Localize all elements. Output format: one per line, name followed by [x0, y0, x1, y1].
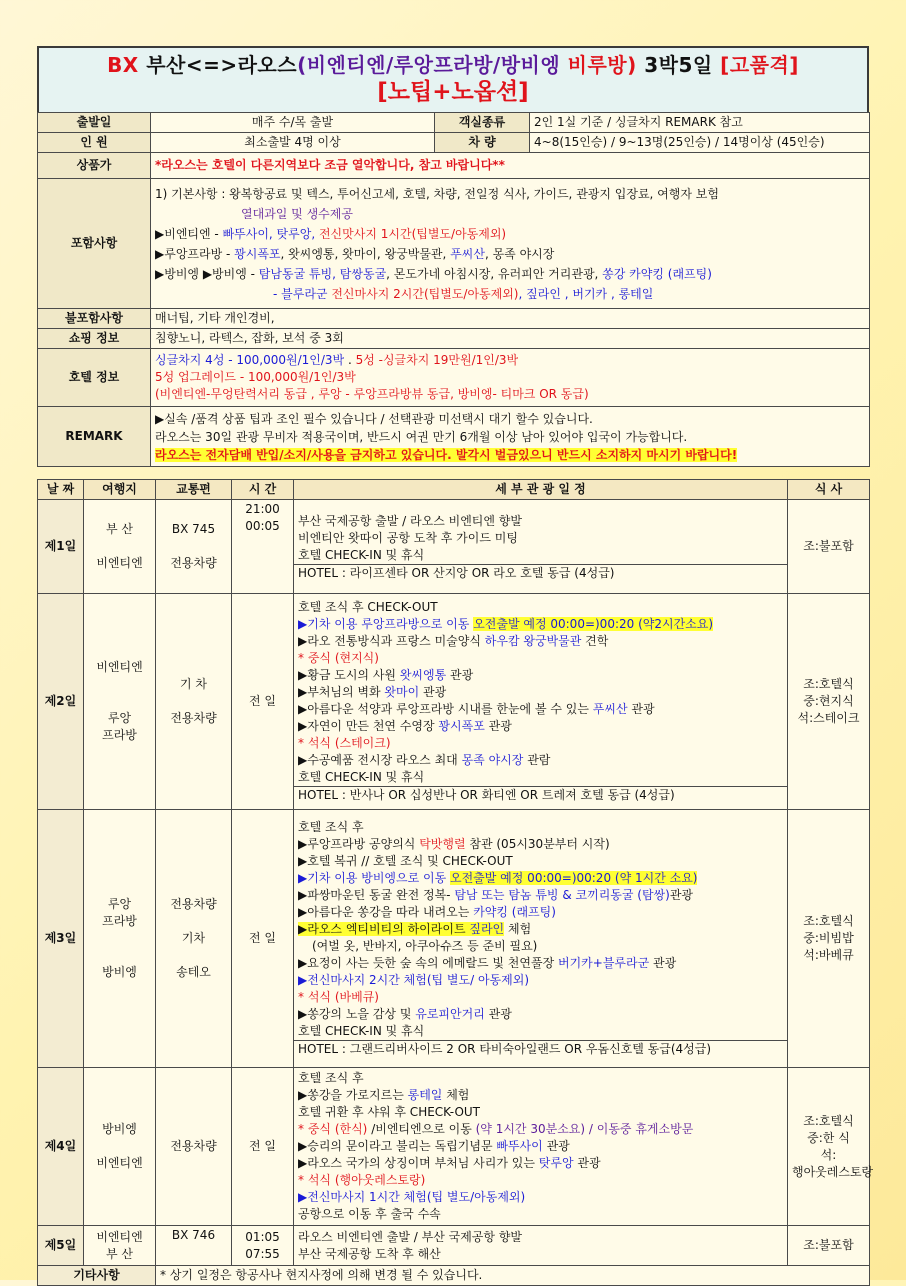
- day-2-transport: 기 차 전용차량: [156, 594, 232, 810]
- etc-label: 기타사항: [38, 1266, 156, 1286]
- schedule-table: [37, 479, 874, 1286]
- day-3-place: 루앙 프라방 방비엥: [84, 810, 156, 1068]
- day-1-time: 21:00 00:05: [232, 500, 294, 594]
- included-fruit: 열대과일 및 생수제공: [241, 206, 353, 221]
- remark-label: REMARK: [38, 407, 151, 467]
- day-4-time: 전 일: [232, 1068, 294, 1226]
- day-4-row: [38, 1068, 870, 1226]
- product-label: 상품가: [38, 153, 151, 179]
- included-vientiane: ▶비엔티엔 - 빠뚜사이, 탓루앙, 전신맛사지 1시간(팁별도/아동제외): [155, 226, 507, 241]
- day-5-place: 비엔티엔 부 산: [84, 1226, 156, 1266]
- day-4-label: 제4일: [38, 1068, 84, 1226]
- people-value: 최소출발 4명 이상: [151, 133, 435, 153]
- header-place: 여행지: [84, 480, 156, 500]
- title-airline: BX: [107, 53, 139, 77]
- day-3-meal: 조:호텔식 중:비빔밥 석:바베큐: [788, 810, 870, 1068]
- excluded-label: 불포함사항: [38, 309, 151, 329]
- header-details: 세 부 관 광 일 정: [294, 480, 788, 500]
- title-nights: 3박5일: [644, 53, 713, 77]
- remark-info: [151, 407, 870, 467]
- remark-line-2: 라오스는 30일 관광 무비자 적용국이며, 반드시 여권 만기 6개월 이상 남아 있어야 입국이 가능합니다.: [155, 429, 688, 444]
- hotel-equivalents: (비엔티엔-무엉탄력서리 동급 , 루앙 - 루앙프라방뷰 동급, 방비엥- 티마크 OR 동급): [155, 387, 589, 401]
- day-4-place: 방비엥 비엔티엔: [84, 1068, 156, 1226]
- header-time: 시 간: [232, 480, 294, 500]
- header-transport: 교통편: [156, 480, 232, 500]
- included-basic: 1) 기본사항 : 왕복항공료 및 텍스, 투어신고세, 호텔, 차량, 전일정 식사, 가이드, 관광지 입장료, 여행자 보험: [155, 186, 719, 201]
- day-5-label: 제5일: [38, 1226, 84, 1266]
- car-value: 4~8(15인승) / 9~13명(25인승) / 14명이상 (45인승): [530, 133, 870, 153]
- day-4-transport: 전용차량: [156, 1068, 232, 1226]
- day-2-details: 호텔 조식 후 CHECK-OUT ▶기차 이용 루앙프라방으로 이동 오전출발 예정 00:00=)00:20 (약2시간소요) ▶라오 전통방식과 프랑스 미술양식 하우캄 왕궁박물관 견학 * 중식 (현지식) ▶황금 도시의 사원 왓씨엥통 관광 ▶부처님의 벽화 왓마이 관광 ▶아름다운 석양과 루앙프라방 시내를 한눈에 볼 수 있는 푸씨산 관광 ▶자연이 만든 천연 수영장 꽝시폭포 관광 * 석식 (스테이크) ▶수공예품 전시장 라오스 최대 몽족 야시장 관람 호텔 CHECK-IN 및 휴식 HOTEL : 반사나 OR 십성반나 OR 화티엔 OR 트레져 호텔 동급 (4성급): [294, 594, 788, 810]
- day-1-label: 제1일: [38, 500, 84, 594]
- product-note: *라오스는 호텔이 다른지역보다 조금 열악합니다, 참고 바랍니다**: [155, 158, 505, 172]
- title-cities: (비엔티엔/루앙프라방/방비엥: [297, 53, 561, 77]
- day-5-details: 라오스 비엔티엔 출발 / 부산 국제공항 향발 부산 국제공항 도착 후 해산: [294, 1226, 788, 1266]
- hotel-single-charge: 싱글차지 4성 - 100,000원/1인/3박 . 5성 -싱글차지 19만원/1인/3박: [155, 353, 519, 367]
- day-2-meal: 조:호텔식 중:현지식 석:스테이크: [788, 594, 870, 810]
- depart-label: 출발일: [38, 113, 151, 133]
- title-nonstop: 비루방): [567, 53, 637, 77]
- day-2-hotel: HOTEL : 반사나 OR 십성반나 OR 화티엔 OR 트레져 호텔 동급 (4성급): [294, 786, 787, 804]
- day-1-details: 부산 국제공항 출발 / 라오스 비엔티엔 향발 비엔티안 왓따이 공항 도착 후 가이드 미팅 호텔 CHECK-IN 및 휴식 HOTEL : 라이프센타 OR 산지앙 OR 라오 호텔 동급 (4성급): [294, 500, 788, 594]
- included-luangprabang: ▶루앙프라방 - 꽝시폭포, 왓씨엥통, 왓마이, 왕궁박물관, 푸씨산, 몽족 야시장: [155, 246, 555, 261]
- day-1-transport: BX 745 전용차량: [156, 500, 232, 594]
- included-label: 포함사항: [38, 179, 151, 309]
- day-3-label: 제3일: [38, 810, 84, 1068]
- people-label: 인 원: [38, 133, 151, 153]
- shopping-value: 침향노니, 라텍스, 잡화, 보석 중 3회: [151, 329, 870, 349]
- day-3-row: [38, 810, 870, 1068]
- day-2-place: 비엔티엔 루앙 프라방: [84, 594, 156, 810]
- title-route: 부산<=>라오스: [146, 53, 298, 77]
- depart-value: 매주 수/목 출발: [151, 113, 435, 133]
- included-vangvieng: ▶방비엥 ▶방비엥 - 탐남동굴 튜빙, 탐쌍동굴, 몬도가네 아침시장, 유러피안 거리관광, 쏭강 카약킹 (래프팅): [155, 266, 712, 281]
- day-4-details: 호텔 조식 후 ▶쏭강을 가로지르는 롱테일 체험 호텔 귀환 후 샤워 후 CHECK-OUT * 중식 (한식) /비엔티엔으로 이동 (약 1시간 30분소요) / 이동중 휴게소방문 ▶승리의 문이라고 불리는 독립기념문 빠뚜사이 관광 ▶라오스 국가의 상징이며 부처님 사리가 있는 탓루앙 관광 * 석식 (행아웃레스토랑) ▶전신마사지 1시간 체험(팁 별도/아동제외) 공항으로 이동 후 출국 수속: [294, 1068, 788, 1226]
- shopping-label: 쇼핑 정보: [38, 329, 151, 349]
- hotel-label: 호텔 정보: [38, 349, 151, 407]
- info-table: [37, 112, 870, 467]
- title-line-1: [39, 52, 867, 78]
- header-meal: 식 사: [788, 480, 870, 500]
- day-1-place: 부 산 비엔티엔: [84, 500, 156, 594]
- day-5-meal: 조:불포함: [788, 1226, 870, 1266]
- day-5-time: 01:05 07:55: [232, 1226, 294, 1266]
- day-3-hotel: HOTEL : 그랜드리버사이드 2 OR 타비숙아일랜드 OR 우돔신호텔 동급(4성급): [294, 1040, 787, 1058]
- day-2-time: 전 일: [232, 594, 294, 810]
- room-label: 객실종류: [435, 113, 530, 133]
- etc-value: * 상기 일정은 항공사나 현지사정에 의해 변경 될 수 있습니다.: [156, 1266, 870, 1286]
- etc-row: [38, 1266, 870, 1286]
- day-3-time: 전 일: [232, 810, 294, 1068]
- title-line-2: [노팁+노옵션]: [377, 79, 529, 105]
- day-5-row: [38, 1226, 870, 1266]
- hotel-upgrade: 5성 업그레이드 - 100,000원/1인/3박: [155, 370, 356, 384]
- day-4-meal: 조:호텔식 중:한 식 석: 행아웃레스토랑: [788, 1068, 870, 1226]
- included-list: [151, 179, 870, 309]
- day-1-hotel: HOTEL : 라이프센타 OR 산지앙 OR 라오 호텔 동급 (4성급): [294, 564, 787, 582]
- day-5-transport: BX 746: [156, 1226, 232, 1266]
- title-banner: [37, 46, 869, 112]
- title-premium: [고품격]: [720, 53, 799, 77]
- header-date: 날 짜: [38, 480, 84, 500]
- room-value: 2인 1실 기준 / 싱글차지 REMARK 참고: [530, 113, 870, 133]
- car-label: 차 량: [435, 133, 530, 153]
- day-2-row: [38, 594, 870, 810]
- included-vangvieng-2: - 블루라군 전신마사지 2시간(팁별도/아동제외), 짚라인 , 버기카 , 롱테일: [273, 286, 654, 301]
- hotel-info: [151, 349, 870, 407]
- itinerary-sheet: [37, 46, 874, 1286]
- remark-warning: 라오스는 전자담배 반입/소지/사용을 금지하고 있습니다. 발각시 벌금있으니 반드시 소지하지 마시기 바랍니다!: [155, 447, 738, 462]
- remark-line-1: ▶실속 /품격 상품 팁과 조인 필수 있습니다 / 선택관광 미선택시 대기 할수 있습니다.: [155, 411, 593, 426]
- day-3-details: 호텔 조식 후 ▶루앙프라방 공양의식 탁밧행렬 참관 (05시30분부터 시작) ▶호텔 복귀 // 호텔 조식 및 CHECK-OUT ▶기차 이용 방비엥으로 이동 오전출발 예정 00:00=)00:20 (약 1시간 소요) ▶파쌍마운틴 동굴 완전 정복- 탐남 또는 탐놈 튜빙 & 코끼리동굴 (탐쌍)관광 ▶아름다운 쏭강을 따라 내려오는 카약킹 (래프팅) ▶라오스 엑티비티의 하이라이트 짚라인 체험 (여벌 옷, 반바지, 아쿠아슈즈 등 준비 필요) ▶요정이 사는 듯한 숲 속의 에메랄드 빛 천연풀장 버기카+블루라군 관광 ▶전신마사지 2시간 체험(팁 별도/ 아동제외) * 석식 (바베큐) ▶쏭강의 노을 감상 및 유로피안거리 관광 호텔 CHECK-IN 및 휴식 HOTEL : 그랜드리버사이드 2 OR 타비숙아일랜드 OR 우돔신호텔 동급(4성급): [294, 810, 788, 1068]
- day-3-transport: 전용차량 기차 송테오: [156, 810, 232, 1068]
- day-1-row: [38, 500, 870, 594]
- day-2-label: 제2일: [38, 594, 84, 810]
- excluded-value: 매너팁, 기타 개인경비,: [151, 309, 870, 329]
- day-1-meal: 조:불포함: [788, 500, 870, 594]
